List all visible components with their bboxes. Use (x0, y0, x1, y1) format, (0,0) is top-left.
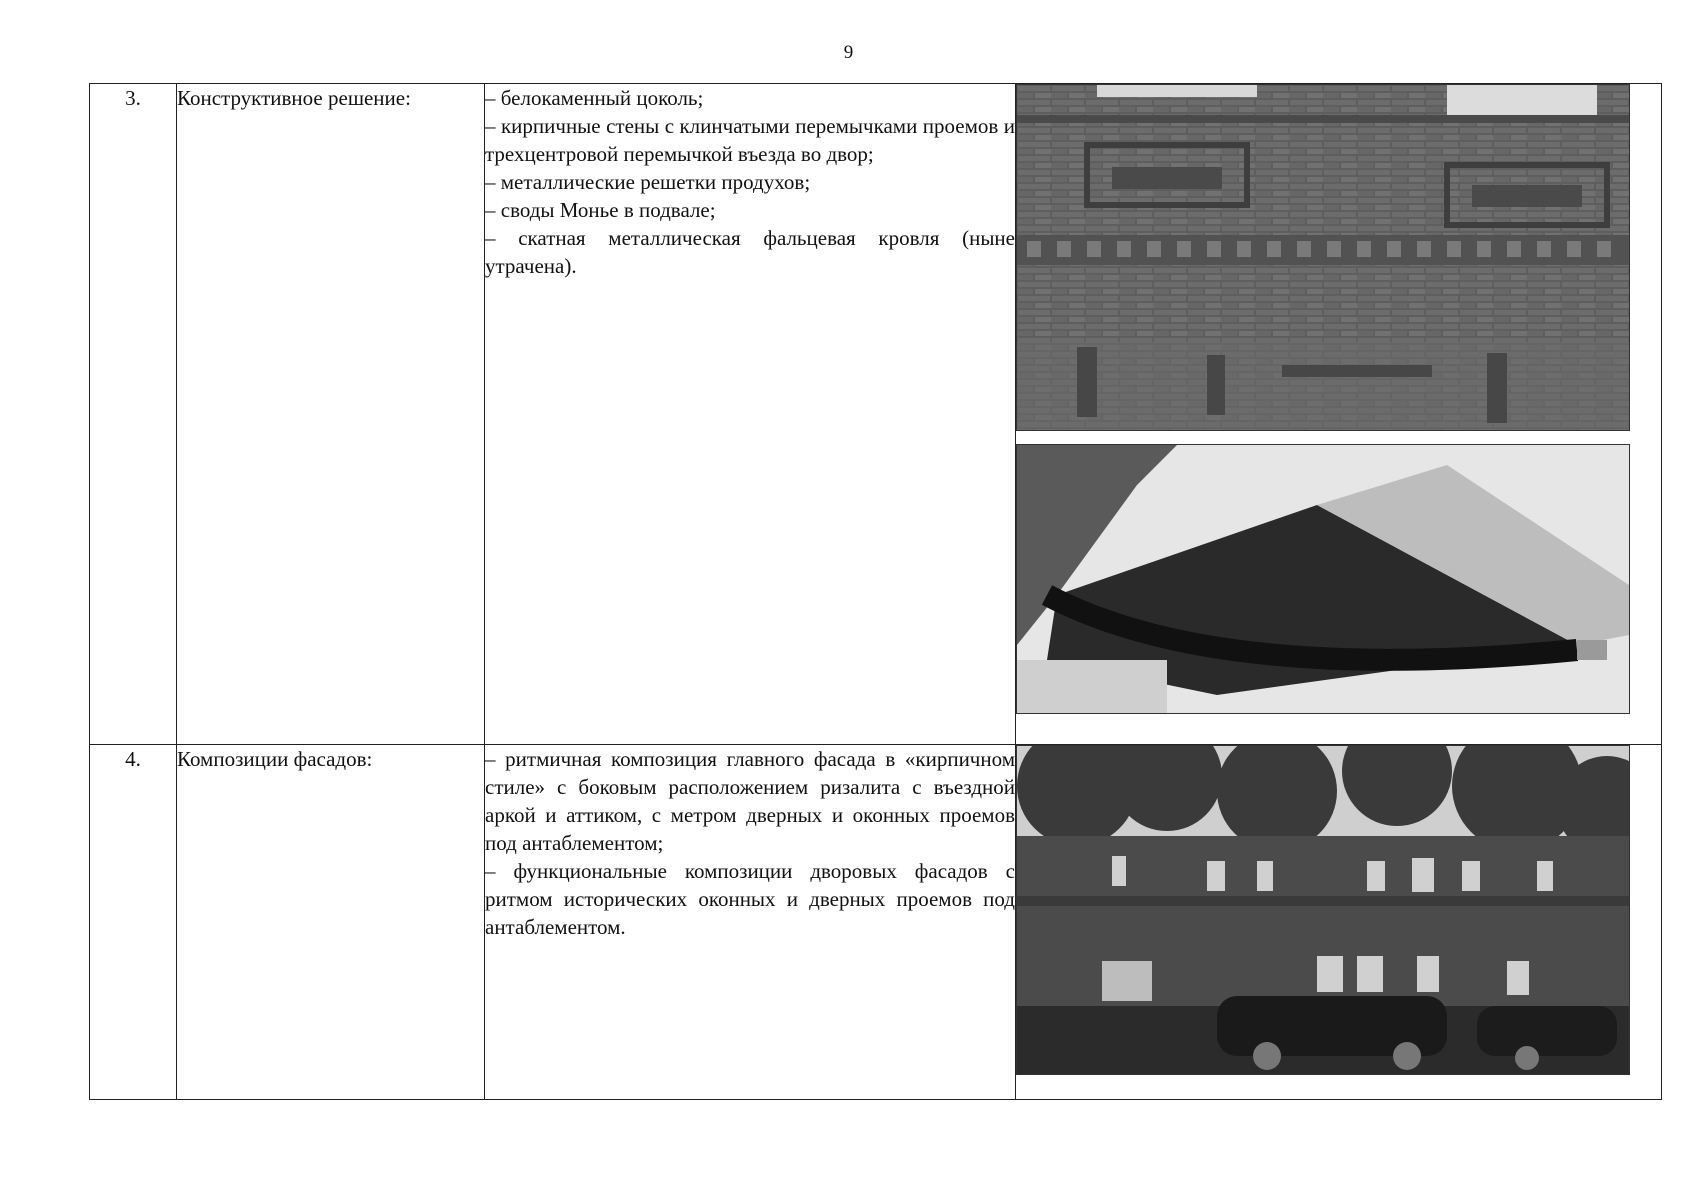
list-item: – своды Монье в подвале; (485, 198, 716, 222)
row-photos (1016, 745, 1662, 1100)
table-row (90, 84, 1662, 745)
table-row (90, 745, 1662, 1100)
row-description (485, 745, 1016, 1100)
heritage-elements-table (89, 83, 1662, 1100)
list-item: – скатная металлическая фальцевая кровля (ныне утрачена). (485, 226, 1015, 278)
list-item: – металлические решетки продухов; (485, 170, 811, 194)
brick-facade-photo (1016, 84, 1630, 431)
row-title: Конструктивное решение: (177, 84, 485, 745)
list-item: – функциональные композиции дворовых фасадов с ритмом исторических оконных и дверных проемов под антаблементом. (485, 859, 1015, 939)
row-number: 3. (90, 84, 177, 745)
list-item: – белокаменный цоколь; (485, 86, 704, 110)
list-item: – ритмичная композиция главного фасада в «кирпичном стиле» с боковым расположением ризалита с въездной аркой и аттиком, с метром дверных и оконных проемов под антаблементом; (485, 747, 1015, 855)
row-photos (1016, 84, 1662, 745)
building-street-photo (1016, 745, 1630, 1075)
row-description (485, 84, 1016, 745)
list-item: – кирпичные стены с клинчатыми перемычками проемов и трехцентровой перемычкой въезда во двор; (485, 114, 1015, 166)
row-number: 4. (90, 745, 177, 1100)
page-number: 9 (843, 42, 854, 63)
row-title: Композиции фасадов: (177, 745, 485, 1100)
metal-roof-photo (1016, 444, 1630, 714)
